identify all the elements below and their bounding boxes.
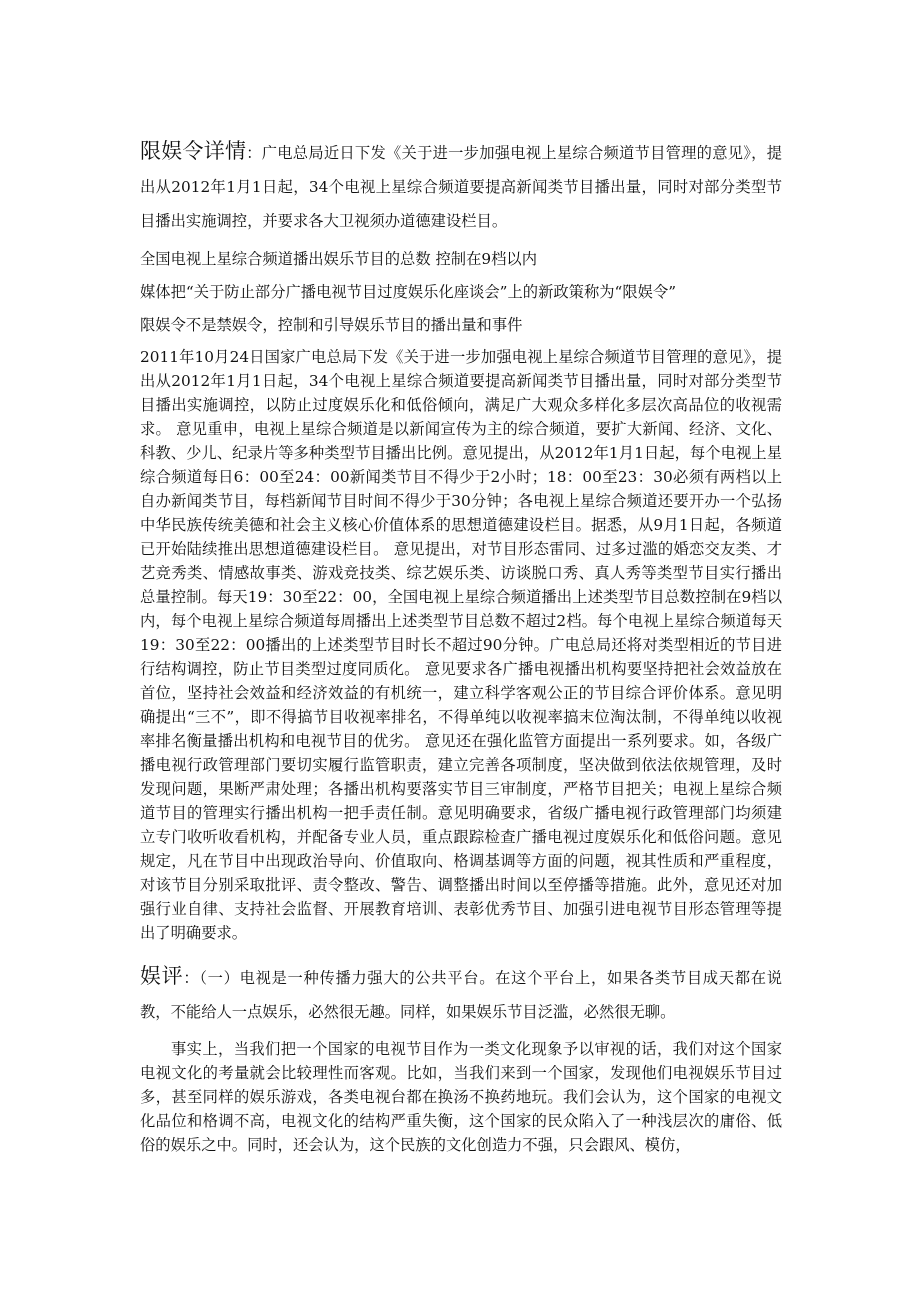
section-commentary <box>140 959 782 1029</box>
summary-line: 全国电视上星综合频道播出娱乐节目的总数 控制在9档以内 <box>140 250 538 268</box>
detail-paragraph: 2011年10月24日国家广电总局下发《关于进一步加强电视上星综合频道节目管理的意见》，提出从2012年1月1日起，34个电视上星综合频道要提高新闻类节目播出量，同时对部分类型节目播出实施调控，以防止过度娱乐化和低俗倾向，满足广大观众多样化多层次高品位的收视需求。 意见重申，电视上星综合频道是以新闻宣传为主的综合频道，要扩大新闻、经济、文化、科教、少儿、纪录片等多种类型节目播出比例。意见提出，从2012年1月1日起，每个电视上星综合频道每日6：00至24：00新闻类节目不得少于2小时；18：00至23：30必须有两档以上自办新闻类节目，每档新闻节目时间不得少于30分钟；各电视上星综合频道还要开办一个弘扬中华民族传统美德和社会主义核心价值体系的思想道德建设栏目。据悉，从9月1日起，各频道已开始陆续推出思想道德建设栏目。 意见提出，对节目形态雷同、过多过滥的婚恋交友类、才艺竞秀类、情感故事类、游戏竞技类、综艺娱乐类、访谈脱口秀、真人秀等类型节目实行播出总量控制。每天19：30至22：00，全国电视上星综合频道播出上述类型节目总数控制在9档以内，每个电视上星综合频道每周播出上述类型节目总数不超过2档。每个电视上星综合频道每天19：30至22：00播出的上述类型节目时长不超过90分钟。广电总局还将对类型相近的节目进行结构调控，防止节目类型过度同质化。 意见要求各广播电视播出机构要坚持把社会效益放在首位，坚持社会效益和经济效益的有机统一，建立科学客观公正的节目综合评价体系。意见明确提出“三不”，即不得搞节目收视率排名，不得单纯以收视率搞末位淘汰制，不得单纯以收视率排名衡量播出机构和电视节目的优劣。 意见还在强化监管方面提出一系列要求。如，各级广播电视行政管理部门要切实履行监管职责，建立完善各项制度，坚决做到依法依规管理，及时发现问题，果断严肃处理；各播出机构要落实节目三审制度，严格节目把关；电视上星综合频道节目的管理实行播出机构一把手责任制。意见明确要求，省级广播电视行政管理部门均须建立专门收听收看机构，并配备专业人员，重点跟踪检查广播电视过度娱乐化和低俗问题。意见规定，凡在节目中出现政治导向、价值取向、格调基调等方面的问题，视其性质和严重程度，对该节目分别采取批评、责令整改、警告、调整播出时间以至停播等措施。此外，意见还对加强行业自律、支持社会监督、开展教育培训、表彰优秀节目、加强引进电视节目形态管理等提出了明确要求。 <box>140 348 782 942</box>
heading-colon: ： <box>183 969 200 987</box>
summary-line: 限娱令不是禁娱令，控制和引导娱乐节目的播出量和事件 <box>140 316 523 334</box>
section-heading: 限娱令详情 <box>140 139 247 163</box>
section-heading: 娱评 <box>140 964 184 988</box>
section-restriction-details <box>140 134 782 238</box>
section-intro-text: （一）电视是一种传播力强大的公共平台。在这个平台上，如果各类节目成天都在说教，不能给人一点娱乐，必然很无趣。同样，如果娱乐节目泛滥，必然很无聊。 <box>140 969 782 1021</box>
section-intro-text: 广电总局近日下发《关于进一步加强电视上星综合频道节目管理的意见》，提出从2012年1月1日起，34个电视上星综合频道要提高新闻类节目播出量，同时对部分类型节目播出实施调控，并要求各大卫视须办道德建设栏目。 <box>140 144 782 230</box>
document-body <box>140 134 782 1157</box>
commentary-paragraph: 事实上，当我们把一个国家的电视节目作为一类文化现象予以审视的话，我们对这个国家电视文化的考量就会比较理性而客观。比如，当我们来到一个国家，发现他们电视娱乐节目过多，甚至同样的娱乐游戏，各类电视台都在换汤不换药地玩。我们会认为，这个国家的电视文化品位和格调不高，电视文化的结构严重失衡，这个国家的民众陷入了一种浅层次的庸俗、低俗的娱乐之中。同时，还会认为，这个民族的文化创造力不强，只会跟风、模仿， <box>140 1040 782 1154</box>
heading-colon: ： <box>246 144 262 162</box>
summary-line: 媒体把“关于防止部分广播电视节目过度娱乐化座谈会”上的新政策称为“限娱令” <box>140 283 677 301</box>
